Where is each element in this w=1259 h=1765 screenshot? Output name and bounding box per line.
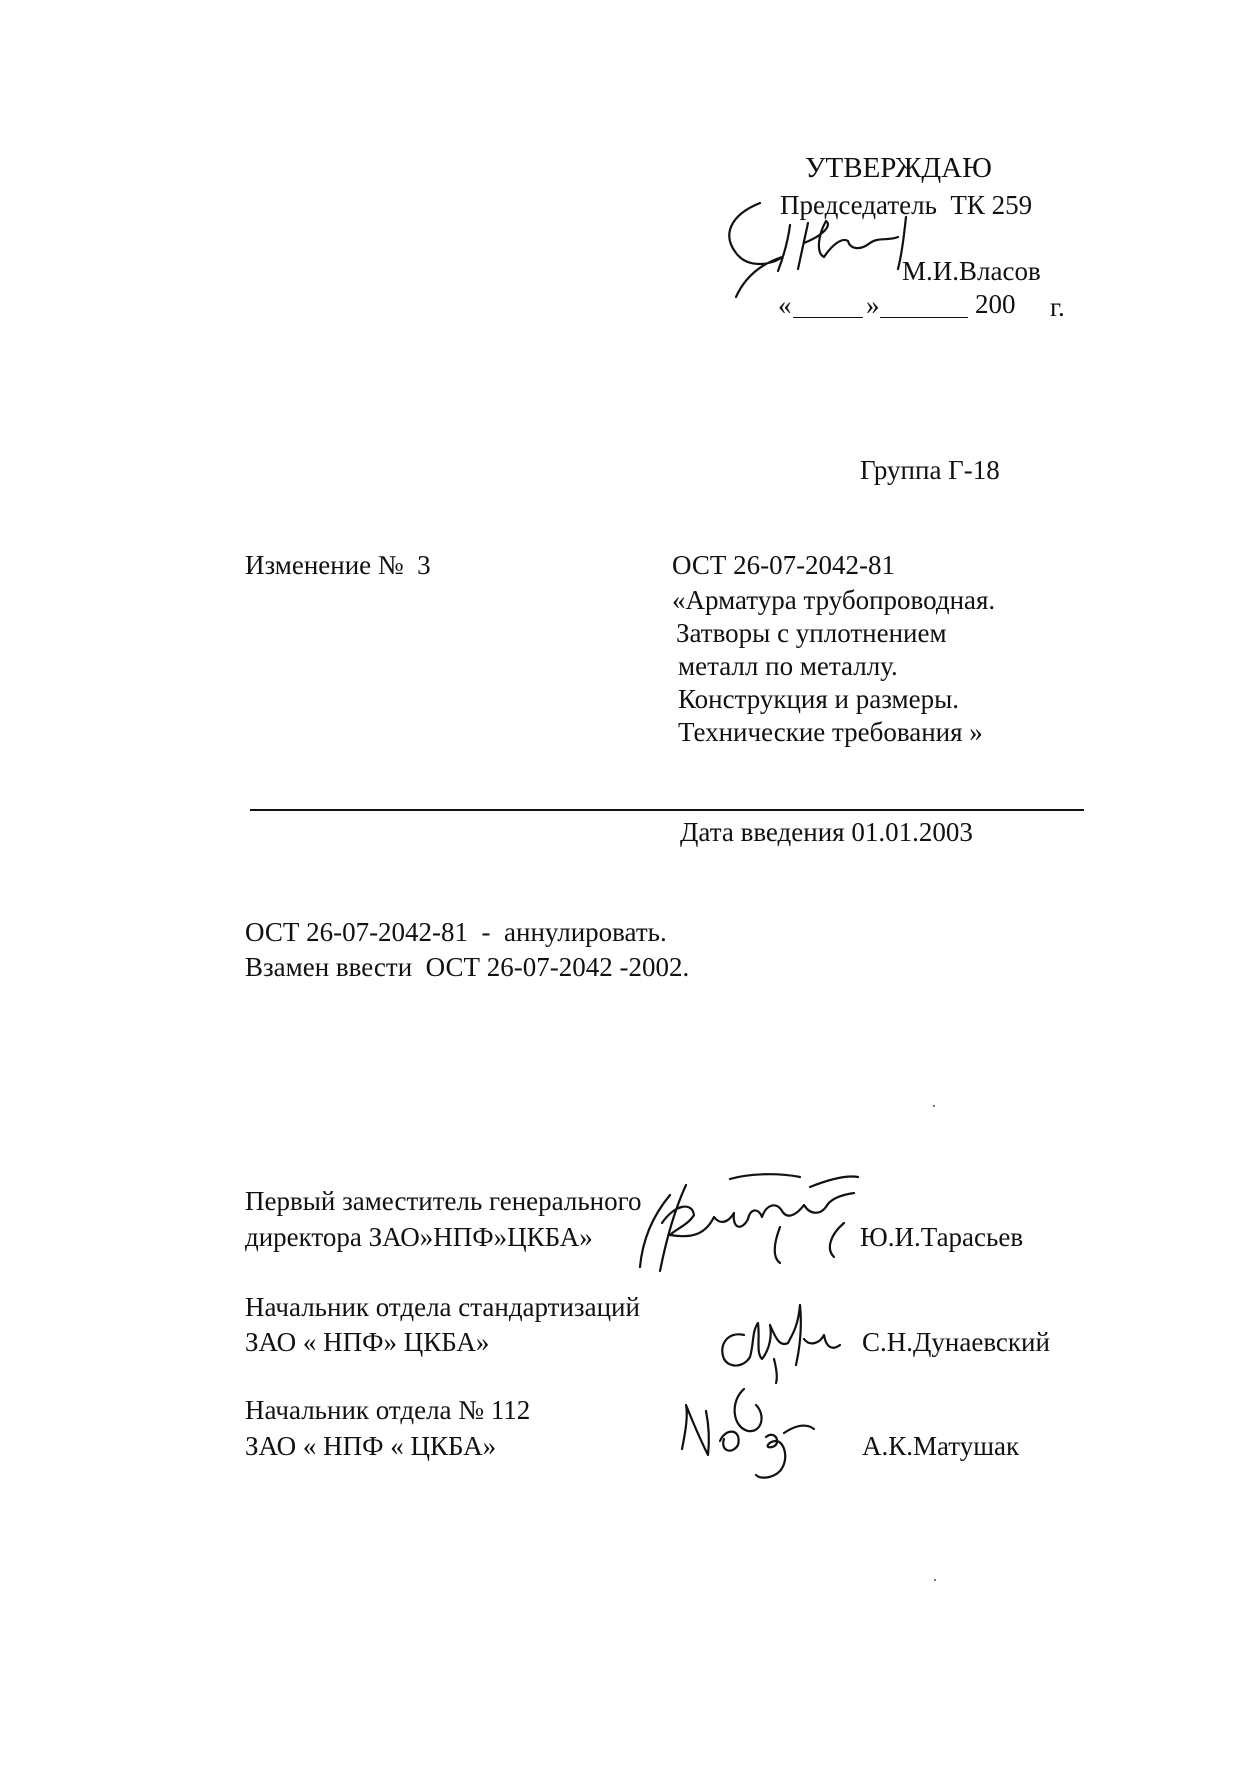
body-line-2: Взамен ввести ОСТ 26-07-2042 -2002. xyxy=(245,952,690,982)
change-standard: ОСТ 26-07-2042-81 xyxy=(672,550,896,580)
signature-matushak xyxy=(672,1375,822,1485)
body-line-1: ОСТ 26-07-2042-81 - аннулировать. xyxy=(245,917,667,947)
approval-year: 200 xyxy=(975,289,1016,319)
approval-year-suffix: г. xyxy=(1050,292,1065,322)
date-day-blank xyxy=(793,317,863,318)
signature-dunaevsky xyxy=(700,1295,850,1385)
signatory-1-title-line-1: Первый заместитель генерального xyxy=(245,1186,642,1216)
header-divider xyxy=(250,809,1084,811)
change-title-line-5: Технические требования » xyxy=(678,717,983,747)
signature-vlasov xyxy=(720,195,920,305)
change-title-line-4: Конструкция и размеры. xyxy=(678,684,959,714)
signatory-3-title-line-1: Начальник отдела № 112 xyxy=(245,1395,531,1425)
date-month-blank xyxy=(880,317,968,318)
group-code: Группа Г-18 xyxy=(860,455,1000,485)
signature-tarasyev xyxy=(630,1165,890,1285)
signatory-1-title-line-2: директора ЗАО»НПФ»ЦКБА» xyxy=(245,1222,593,1252)
effective-date: Дата введения 01.01.2003 xyxy=(680,817,973,847)
approval-position: Председатель ТК 259 xyxy=(780,190,1033,220)
signatory-3-title-line-2: ЗАО « НПФ « ЦКБА» xyxy=(245,1431,497,1461)
signatory-2-name: С.Н.Дунаевский xyxy=(862,1327,1050,1357)
scan-speck xyxy=(933,1105,935,1107)
change-number: Изменение № 3 xyxy=(245,550,431,580)
signatory-3-name: А.К.Матушак xyxy=(862,1431,1020,1461)
approval-title: УТВЕРЖДАЮ xyxy=(805,152,992,184)
approval-date-open-quote: « xyxy=(778,290,792,320)
change-title-line-1: «Арматура трубопроводная. xyxy=(672,585,996,615)
signatory-1-name: Ю.И.Тарасьев xyxy=(860,1222,1024,1252)
signatory-2-title-line-2: ЗАО « НПФ» ЦКБА» xyxy=(245,1327,490,1357)
scan-speck xyxy=(934,1579,936,1581)
approval-date-close-quote: » xyxy=(866,290,880,320)
approval-name: М.И.Власов xyxy=(902,256,1041,286)
change-title-line-3: металл по металлу. xyxy=(678,651,898,681)
change-title-line-2: Затворы с уплотнением xyxy=(676,618,947,648)
signatory-2-title-line-1: Начальник отдела стандартизаций xyxy=(245,1292,640,1322)
